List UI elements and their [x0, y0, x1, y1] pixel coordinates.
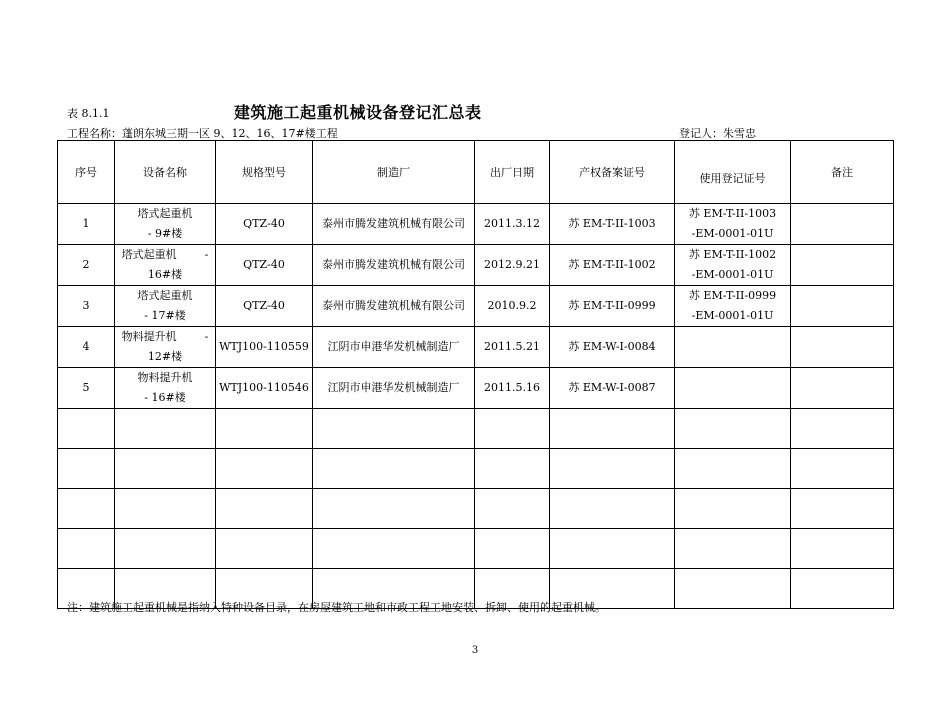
empty-cell [550, 409, 675, 449]
table-header-row [58, 141, 894, 204]
cell-model: WTJ100-110546 [216, 368, 313, 409]
table-row [58, 368, 894, 409]
cell-name [115, 286, 216, 327]
cell-name-line1: 物料提升机 - [121, 330, 209, 343]
cell-name-line1: 塔式起重机 - [121, 248, 209, 261]
empty-cell [475, 409, 550, 449]
cell-no: 3 [58, 286, 115, 327]
empty-cell [550, 489, 675, 529]
empty-cell [313, 449, 475, 489]
cell-name-line1: 塔式起重机 [137, 207, 193, 220]
footnote: 注：建筑施工起重机械是指纳入特种设备目录，在房屋建筑工地和市政工程工地安装、拆卸、使用的起重机械。 [67, 601, 606, 614]
cell-use-no-line1: 苏 EM-T-II-0999 [688, 289, 777, 302]
empty-cell [675, 409, 791, 449]
empty-cell [216, 529, 313, 569]
cell-remark [791, 327, 894, 368]
project-name: 工程名称：蓬朗东城三期一区 9、12、16、17#楼工程 [67, 127, 338, 140]
cell-no: 4 [58, 327, 115, 368]
cell-maker: 泰州市腾发建筑机械有限公司 [313, 245, 475, 286]
cell-use-no-line1: 苏 EM-T-II-1003 [688, 207, 777, 220]
cell-name-line2: - 9#楼 [147, 227, 183, 240]
empty-row [58, 529, 894, 569]
cell-property-no: 苏 EM-T-II-0999 [550, 286, 675, 327]
empty-cell [313, 489, 475, 529]
col-header-no: 序号 [58, 141, 115, 204]
table-row [58, 286, 894, 327]
cell-no: 1 [58, 204, 115, 245]
empty-cell [475, 529, 550, 569]
empty-cell [216, 449, 313, 489]
cell-remark [791, 286, 894, 327]
cell-no: 5 [58, 368, 115, 409]
empty-cell [791, 449, 894, 489]
empty-cell [475, 489, 550, 529]
registrar: 登记人：朱雪忠 [679, 127, 756, 140]
cell-use-no [675, 204, 791, 245]
page-title: 建筑施工起重机械设备登记汇总表 [234, 103, 482, 122]
col-header-remark: 备注 [791, 141, 894, 204]
cell-date: 2011.3.12 [475, 204, 550, 245]
empty-row [58, 489, 894, 529]
col-header-name: 设备名称 [115, 141, 216, 204]
empty-cell [550, 449, 675, 489]
cell-use-no-line2: -EM-0001-01U [691, 227, 774, 240]
cell-model: QTZ-40 [216, 286, 313, 327]
col-header-use-no-label: 使用登记证号 [699, 172, 766, 185]
cell-maker: 江阴市申港华发机械制造厂 [313, 327, 475, 368]
cell-date: 2010.9.2 [475, 286, 550, 327]
cell-use-no-line2: -EM-0001-01U [691, 309, 774, 322]
cell-maker: 泰州市腾发建筑机械有限公司 [313, 286, 475, 327]
empty-row [58, 409, 894, 449]
cell-use-no [675, 368, 791, 409]
empty-cell [313, 529, 475, 569]
cell-name-line2: - 17#楼 [144, 309, 186, 322]
empty-cell [675, 489, 791, 529]
col-header-date: 出厂日期 [475, 141, 550, 204]
cell-use-no [675, 286, 791, 327]
empty-cell [216, 489, 313, 529]
cell-no: 2 [58, 245, 115, 286]
table-row [58, 204, 894, 245]
empty-cell [475, 449, 550, 489]
cell-property-no: 苏 EM-T-II-1003 [550, 204, 675, 245]
empty-cell [115, 529, 216, 569]
empty-cell [58, 529, 115, 569]
cell-name-line1: 塔式起重机 [137, 289, 193, 302]
empty-cell [791, 529, 894, 569]
cell-date: 2011.5.21 [475, 327, 550, 368]
cell-use-no [675, 245, 791, 286]
empty-cell [791, 409, 894, 449]
cell-name-line2: - 16#楼 [144, 391, 186, 404]
col-header-property-no: 产权备案证号 [550, 141, 675, 204]
page-number: 3 [471, 645, 479, 656]
cell-date: 2011.5.16 [475, 368, 550, 409]
empty-cell [115, 489, 216, 529]
cell-name-line1: 物料提升机 [137, 371, 193, 384]
table-row [58, 327, 894, 368]
empty-cell [58, 449, 115, 489]
empty-cell [58, 489, 115, 529]
empty-row [58, 449, 894, 489]
cell-property-no: 苏 EM-W-I-0087 [550, 368, 675, 409]
empty-cell [791, 569, 894, 609]
cell-model: QTZ-40 [216, 204, 313, 245]
cell-model: WTJ100-110559 [216, 327, 313, 368]
empty-cell [58, 409, 115, 449]
cell-maker: 江阴市申港华发机械制造厂 [313, 368, 475, 409]
cell-use-no-line2: -EM-0001-01U [691, 268, 774, 281]
cell-remark [791, 204, 894, 245]
cell-property-no: 苏 EM-W-I-0084 [550, 327, 675, 368]
empty-cell [550, 529, 675, 569]
cell-name [115, 245, 216, 286]
table-number: 表 8.1.1 [67, 107, 110, 120]
empty-cell [115, 409, 216, 449]
empty-cell [675, 449, 791, 489]
empty-cell [791, 489, 894, 529]
col-header-maker: 制造厂 [313, 141, 475, 204]
cell-maker: 泰州市腾发建筑机械有限公司 [313, 204, 475, 245]
empty-cell [675, 529, 791, 569]
cell-remark [791, 245, 894, 286]
empty-cell [216, 409, 313, 449]
cell-name-line2: 16#楼 [147, 268, 183, 281]
cell-use-no-line1: 苏 EM-T-II-1002 [688, 248, 777, 261]
cell-model: QTZ-40 [216, 245, 313, 286]
cell-name [115, 204, 216, 245]
equipment-table [57, 140, 894, 609]
cell-name [115, 327, 216, 368]
col-header-model: 规格型号 [216, 141, 313, 204]
cell-name-line2: 12#楼 [147, 350, 183, 363]
cell-use-no [675, 327, 791, 368]
empty-cell [313, 409, 475, 449]
table-row [58, 245, 894, 286]
cell-remark [791, 368, 894, 409]
cell-property-no: 苏 EM-T-II-1002 [550, 245, 675, 286]
cell-date: 2012.9.21 [475, 245, 550, 286]
empty-cell [115, 449, 216, 489]
cell-name [115, 368, 216, 409]
col-header-use-no [675, 141, 791, 204]
empty-cell [675, 569, 791, 609]
